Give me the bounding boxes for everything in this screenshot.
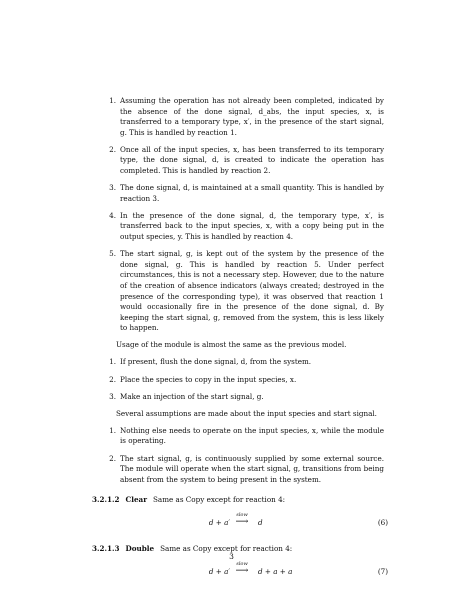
list-item-number: 5. <box>109 249 116 259</box>
list-item-number: 1. <box>109 357 116 367</box>
list-item <box>106 392 384 403</box>
reaction-rate-label: slow <box>236 511 248 518</box>
list-item-number: 4. <box>109 210 116 220</box>
list-item-text: Assuming the operation has not already been completed, indicated by the absence of the done signal, d_abs, the input species, x, is transferred to a temporary type, x′, in the presence of the start signal, g. This is handled by reaction 1. <box>120 96 384 137</box>
section-title: Double <box>125 543 155 553</box>
usage-paragraph: Usage of the module is almost the same as the previous model. <box>116 340 347 350</box>
equation-lhs: d + a′ <box>208 566 230 576</box>
equation-number: (6) <box>377 517 388 527</box>
section-title: Clear <box>125 495 147 505</box>
list-item <box>106 183 384 204</box>
section-text: Same as Copy except for reaction 4: <box>160 543 293 553</box>
list-item-text: The start signal, g, is continuously supplied by some external source. The module will operate when the start signal, g, transitions from being absent from the system to being present in the system. <box>120 453 384 484</box>
assumptions-list <box>106 426 384 485</box>
equation-7 <box>106 560 388 583</box>
section-text: Same as Copy except for reaction 4: <box>152 495 286 505</box>
section-number: 3.2.1.2 <box>92 495 120 505</box>
section-number: 3.2.1.3 <box>92 543 120 553</box>
list-item <box>106 211 384 243</box>
section-heading-clear <box>92 495 384 506</box>
list-item-text: Once all of the input species, x, has been transferred to its temporary type, the done signal, d, is created to indicate the operation has completed. This is handled by reaction 2. <box>120 144 384 176</box>
reaction-arrow <box>232 561 252 575</box>
page-content <box>92 96 388 587</box>
list-item-number: 1. <box>109 96 116 105</box>
equation-rhs: d <box>258 517 263 527</box>
arrow-icon: ⟶ <box>235 516 249 527</box>
arrow-icon: ⟶ <box>235 565 249 576</box>
list-item-text: In the presence of the done signal, d, the temporary type, x′, is transferred back to the input species, x, with a copy being put in the output species, y. This is handled by reaction 4. <box>120 210 384 242</box>
equation-lhs: d + a′ <box>208 517 230 527</box>
reaction-rate-label: slow <box>236 560 248 567</box>
list-item <box>106 145 384 177</box>
list-item-number: 2. <box>109 374 116 384</box>
list-item-number: 3. <box>109 391 116 401</box>
equation-6 <box>106 511 388 534</box>
list-item <box>106 454 384 486</box>
list-item <box>106 426 384 447</box>
usage-steps-list <box>106 357 384 402</box>
list-item-text: The done signal, d, is maintained at a small quantity. This is handled by reaction 3. <box>120 183 384 203</box>
list-item <box>106 249 384 334</box>
list-item-text: Nothing else needs to operate on the input species, x, while the module is operating. <box>120 425 384 446</box>
list-item-text: Place the species to copy in the input species, x. <box>120 374 297 384</box>
list-item <box>106 375 384 386</box>
list-item-text: If present, flush the done signal, d, from the system. <box>120 357 312 367</box>
list-item <box>106 96 384 138</box>
list-item-number: 2. <box>109 144 116 154</box>
list-item-number: 2. <box>109 453 116 463</box>
assumptions-paragraph: Several assumptions are made about the input species and start signal. <box>116 408 377 418</box>
equation-number: (7) <box>377 566 388 576</box>
list-item-text: Make an injection of the start signal, g. <box>120 391 264 401</box>
equation-rhs: d + a + a <box>258 566 293 576</box>
list-item <box>106 357 384 368</box>
page-number: 3 <box>229 552 234 561</box>
list-item-number: 3. <box>109 183 116 193</box>
list-item-text: The start signal, g, is kept out of the system by the presence of the done signal, g. This is handled by reaction 5. Under perfect circumstances, this is not a necessary step. However, due to the nature of the creation of absence indicators (always created; destroyed in the presence of the corresponding type), it was observed that reaction 1 would occasionally fire in the presence of the done signal, d. By keeping the start signal, g, removed from the system, this is less likely to happen. <box>120 249 384 333</box>
operation-steps-list <box>106 96 384 334</box>
reaction-arrow <box>232 512 252 526</box>
list-item-number: 1. <box>109 425 116 435</box>
